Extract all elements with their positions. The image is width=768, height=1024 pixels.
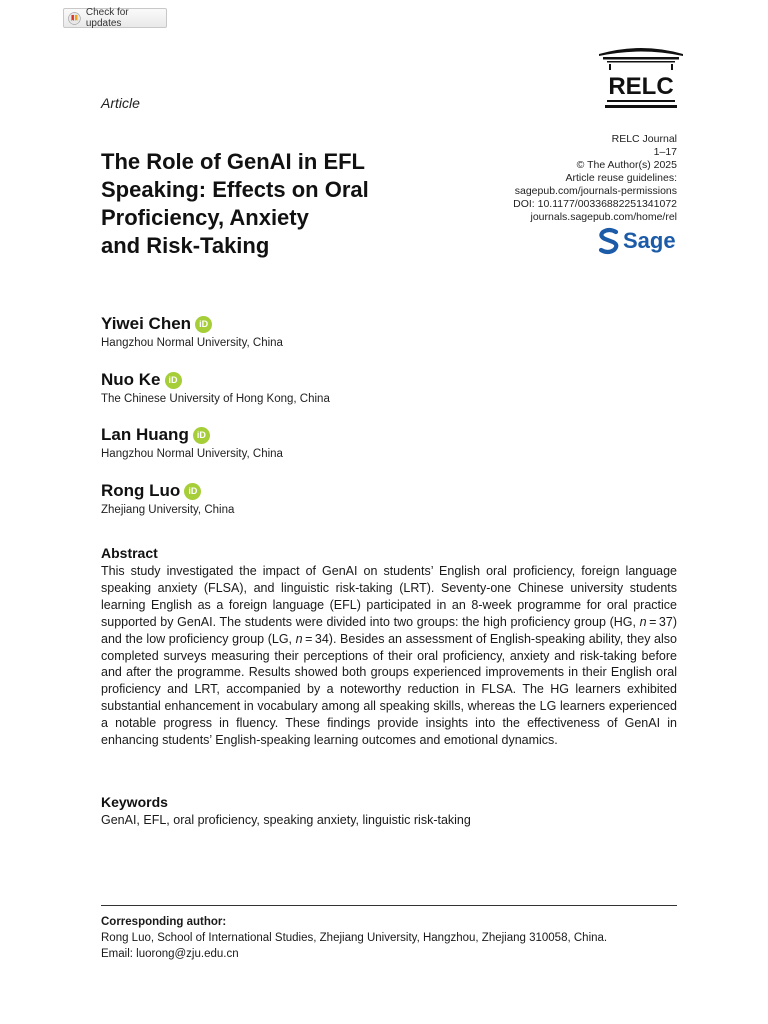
relc-journal-logo — [597, 46, 685, 112]
title-line: Proficiency, Anxiety — [101, 205, 309, 230]
journal-meta — [480, 133, 677, 224]
title-line: and Risk-Taking — [101, 233, 270, 258]
check-for-updates-label: Check for updates — [85, 7, 129, 29]
author-affiliation: Hangzhou Normal University, China — [101, 448, 283, 460]
sample-size-variable: n — [639, 614, 647, 629]
orcid-icon[interactable]: iD — [184, 483, 201, 500]
abstract-part: ). Besides an assessment of English-speaking ability, they also completed surveys measuring their perceptions of their oral proficiency, anxiety and risk-taking before and after the programme. Results showed both groups experienced improvements in their English oral proficiency and LRT, accompanied by a noteworthy reduction in FLSA. The HG learners exhibited substantial enhancement in vocabulary among all speaking skills, whereas the LG learners experienced a notable progress in fluency. These findings provide insights into the effectiveness of GenAI in enhancing students’ English-speaking learning outcomes and emotional dynamics. — [101, 631, 677, 748]
sage-logo-text: Sage — [623, 228, 676, 253]
author-block — [101, 314, 283, 349]
corresponding-author-heading: Corresponding author: — [101, 916, 227, 928]
relc-logo-text: RELC — [608, 73, 674, 100]
page-range: 1–17 — [653, 146, 677, 158]
author-name: Nuo Ke — [101, 370, 161, 389]
author-affiliation: Hangzhou Normal University, China — [101, 337, 283, 349]
author-block — [101, 370, 330, 405]
author-name: Lan Huang — [101, 425, 189, 444]
permissions-link[interactable]: sagepub.com/journals-permissions — [514, 185, 677, 197]
title-line: The Role of GenAI in EFL — [101, 149, 365, 174]
footnote-divider — [101, 905, 677, 906]
article-title — [101, 148, 481, 260]
sample-size-value: = 34 — [302, 631, 329, 646]
author-name: Yiwei Chen — [101, 314, 192, 333]
author-block — [101, 481, 234, 516]
article-type-label: Article — [101, 95, 140, 111]
author-name: Rong Luo — [101, 481, 181, 500]
orcid-icon[interactable]: iD — [165, 372, 182, 389]
sample-size-variable: n — [295, 631, 303, 646]
sample-size-value: = 37 — [646, 614, 673, 629]
keywords-heading: Keywords — [101, 794, 168, 810]
abstract-heading: Abstract — [101, 545, 158, 561]
author-affiliation: The Chinese University of Hong Kong, China — [101, 393, 330, 405]
orcid-icon[interactable]: iD — [195, 316, 212, 333]
doi[interactable]: DOI: 10.1177/00336882251341072 — [513, 198, 677, 210]
title-line: Speaking: Effects on Oral — [101, 177, 369, 202]
corresponding-author — [101, 914, 607, 962]
orcid-icon[interactable]: iD — [193, 427, 210, 444]
author-block — [101, 425, 283, 460]
abstract-part: This study investigated the impact of GenAI on students’ English oral proficiency, foreign language speaking anxiety (FLSA), and linguistic risk-taking (LRT). Seventy-one Chinese university students learning English as a foreign language (EFL) participated in an 8-week programme for oral practice supported by GenAI. The students were divided into two groups: the high proficiency group (HG, — [101, 564, 677, 629]
corresponding-author-email[interactable]: Email: luorong@zju.edu.cn — [101, 948, 239, 960]
author-affiliation: Zhejiang University, China — [101, 504, 235, 516]
sage-logo-icon — [598, 227, 620, 255]
copyright: © The Author(s) 2025 — [576, 159, 677, 171]
reuse-guidelines-label: Article reuse guidelines: — [565, 172, 677, 184]
journal-name: RELC Journal — [611, 133, 677, 145]
check-for-updates-icon — [68, 12, 81, 25]
keywords-text: GenAI, EFL, oral proficiency, speaking anxiety, linguistic risk-taking — [101, 813, 471, 827]
abstract-part: ) and the low proficiency group (LG, — [101, 614, 677, 646]
journal-home-link[interactable]: journals.sagepub.com/home/rel — [530, 211, 677, 223]
abstract-text — [101, 563, 677, 749]
corresponding-author-address: Rong Luo, School of International Studies, Zhejiang University, Hangzhou, Zhejiang 310058, China. — [101, 932, 608, 944]
check-for-updates-button[interactable] — [63, 8, 167, 28]
sage-logo — [598, 227, 678, 255]
